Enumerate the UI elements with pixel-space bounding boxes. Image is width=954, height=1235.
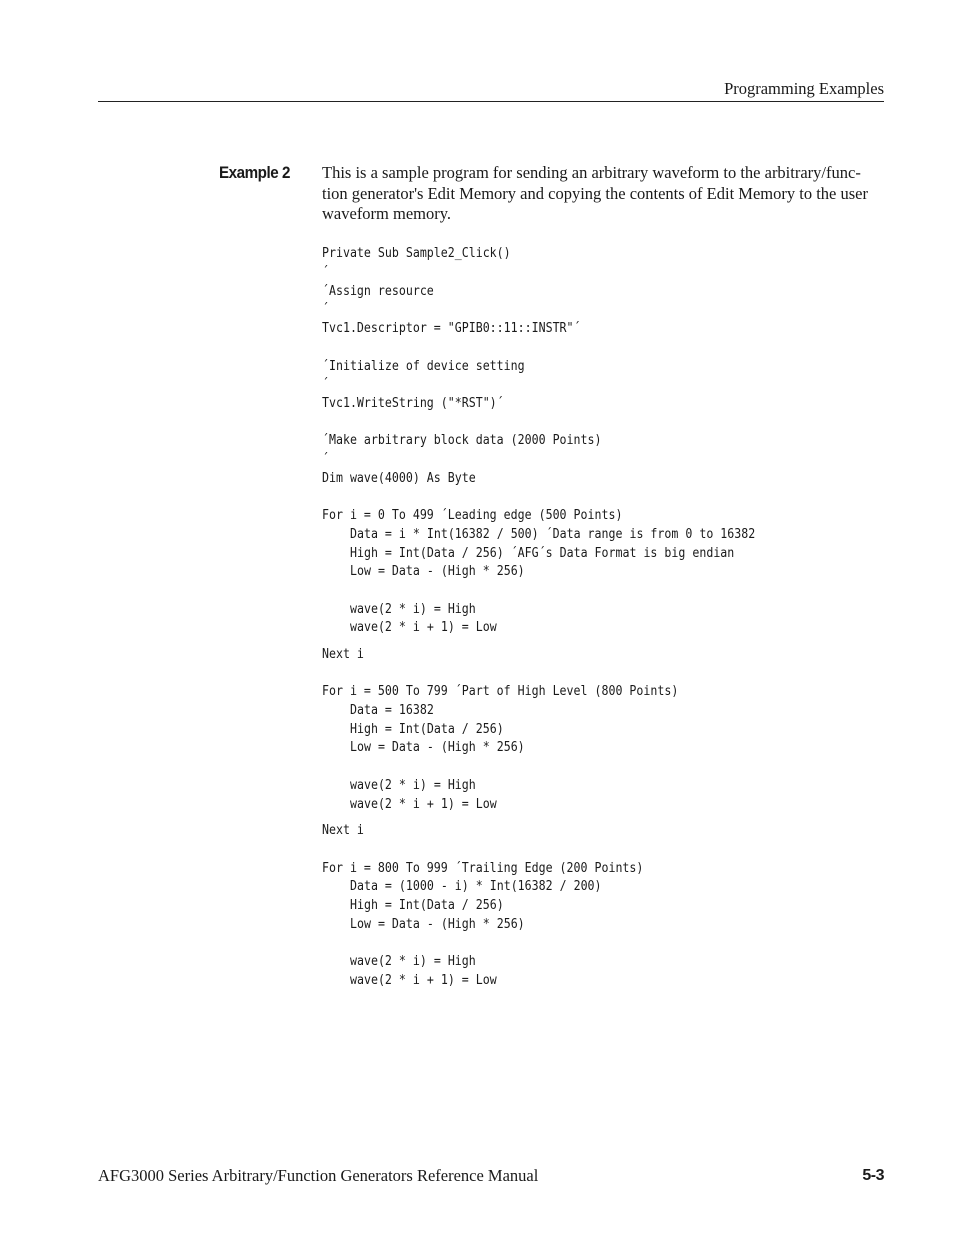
code-line: wave(2 * i) = High [350,602,476,617]
code-line: Low = Data - (High * 256) [350,740,525,755]
code-line: Low = Data - (High * 256) [350,917,525,932]
example-label: Example 2 [219,164,290,182]
code-line: Data = i * Int(16382 / 500) ´Data range is from 0 to 16382 [350,527,756,542]
code-line: ´ [322,302,329,317]
example-intro [322,163,888,225]
intro-line: tion generator's Edit Memory and copying the contents of Edit Memory to the user [322,183,868,203]
code-line: For i = 0 To 499 ´Leading edge (500 Points) [322,508,623,523]
running-header: Programming Examples [724,79,884,98]
code-line: wave(2 * i) = High [350,954,476,969]
code-line: ´Assign resource [322,284,434,299]
code-line: ´Initialize of device setting [322,359,525,374]
intro-line: waveform memory. [322,204,452,223]
code-line: wave(2 * i + 1) = Low [350,620,497,635]
code-line: wave(2 * i + 1) = Low [350,797,497,812]
code-line: Tvc1.WriteString ("*RST")´ [322,396,504,411]
code-line: ´ [322,452,329,467]
code-line: ´ [322,265,329,280]
code-line: wave(2 * i + 1) = Low [350,973,497,988]
code-line: Data = 16382 [350,703,434,718]
code-line: Dim wave(4000) As Byte [322,471,476,486]
code-line: Low = Data - (High * 256) [350,564,525,579]
code-line: ´ [322,377,329,392]
code-line: High = Int(Data / 256) [350,898,504,913]
code-line: For i = 500 To 799 ´Part of High Level (800 Points) [322,684,679,699]
code-line: Private Sub Sample2_Click() [322,246,511,261]
code-line: Tvc1.Descriptor = "GPIB0::11::INSTR"´ [322,321,581,336]
code-line: ´Make arbitrary block data (2000 Points) [322,433,602,448]
intro-line: This is a sample program for sending an arbitrary waveform to the arbitrary/func- [322,163,861,182]
code-line: Next i [322,823,364,838]
code-line: Next i [322,647,364,662]
code-line: High = Int(Data / 256) [350,722,504,737]
footer-manual-title: AFG3000 Series Arbitrary/Function Generators Reference Manual [98,1166,539,1185]
code-line: For i = 800 To 999 ´Trailing Edge (200 Points) [322,861,644,876]
code-line: Data = (1000 - i) * Int(16382 / 200) [350,879,602,894]
header-rule [98,101,884,102]
code-line: wave(2 * i) = High [350,778,476,793]
page-number: 5-3 [862,1167,884,1184]
code-line: High = Int(Data / 256) ´AFG´s Data Format is big endian [350,546,735,561]
